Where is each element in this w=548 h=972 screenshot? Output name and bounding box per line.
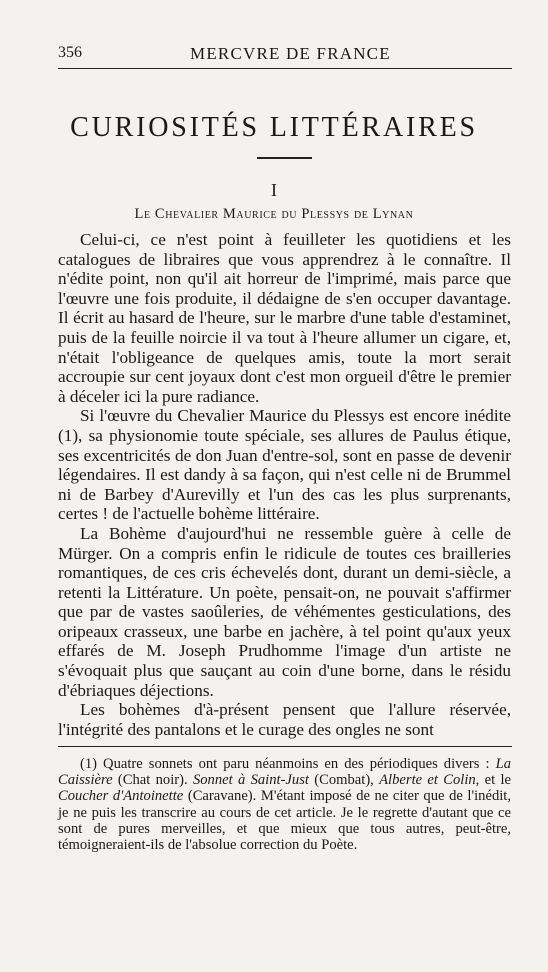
footnote-rule: [58, 746, 512, 747]
work-title: Coucher d'Antoinette: [58, 788, 184, 805]
work-title: Alberte et Colin: [379, 772, 476, 789]
paragraph: Celui-ci, ce n'est point à feuilleter les quotidiens et les catalogues de libraires que vous apprendrez à le connaître. Il n'édite point, non qu'il ait horreur de l'imprimé, mais parce que l'œuvre une fois produite, il dédaigne de s'en occuper davantage. Il écrit au hasard de l'heure, sur le marbre d'une table d'estaminet, puis de la feuille noircie il va tout à l'heure allumer un cigare, et, n'était l'obligeance de quelques amis, toute la mort serait accroupie sur cent joyaux dont c'est mon orgueil d'être le premier à déceler ici la pure radiance.: [58, 230, 511, 406]
venue: (Chat noir).: [112, 772, 193, 789]
footnote-text: [58, 756, 511, 853]
title-rule: [257, 157, 312, 159]
joiner: , et le: [475, 772, 511, 789]
article-heading: Le Chevalier Maurice du Plessys de Lynan: [134, 206, 414, 222]
page-number: 356: [58, 44, 82, 61]
footnote-lead: (1) Quatre sonnets ont paru néanmoins en des périodiques divers :: [80, 756, 496, 772]
footnote-rest: M'étant imposé de ne citer que de l'inédit, je ne puis les transcrire au cours de cet article. Je le regrette d'autant que ce sont de pures merveilles, et que mieux que tous autres, peut-être, témoigneraient-ils de l'absolue correction du Poète.: [58, 788, 511, 854]
paragraph: Les bohèmes d'à-présent pensent que l'allure réservée, l'intégrité des pantalons et le curage des ongles ne sont: [58, 700, 511, 739]
section-title: CURIOSITÉS LITTÉRAIRES: [70, 112, 478, 143]
work-title: La Caissière: [58, 756, 511, 789]
venue: (Combat),: [308, 772, 380, 789]
venue: (Caravane).: [183, 788, 257, 805]
running-head: [0, 38, 548, 68]
paragraph: La Bohème d'aujourd'hui ne ressemble guère à celle de Mürger. On a compris enfin le ridicule de toutes ces brailleries romantiques, de ces cris échevelés dont, durant un demi-siècle, a retenti la Littérature. Un poète, pensait-on, ne pouvait s'affirmer que par de vastes saoûleries, de véhémentes gesticulations, des oripeaux crasseux, une barbe en jachère, à tel point qu'aux yeux effarés de M. Joseph Prudhomme l'image d'un artiste ne s'évoquait plus que sauçant au coin d'une borne, dans le résidu d'ébriaques déjections.: [58, 523, 511, 700]
paragraph: Si l'œuvre du Chevalier Maurice du Plessys est encore inédite (1), sa physionomie toute spéciale, ses allures de Paulus étique, ses excentricités de don Juan d'entre-sol, sont en passe de devenir légendaires. Il est dandy à sa façon, qui n'est celle ni de Brummel ni de Barbey d'Aurevilly et l'un des cas les plus surprenants, certes ! de l'actuelle bohème littéraire.: [58, 406, 511, 524]
journal-title: MERCVRE DE FRANCE: [190, 44, 391, 63]
footnote: [58, 756, 511, 853]
body-text: [58, 230, 511, 739]
work-title: Sonnet à Saint-Just: [192, 772, 309, 789]
header-rule: [58, 68, 512, 69]
part-number: I: [271, 180, 277, 200]
